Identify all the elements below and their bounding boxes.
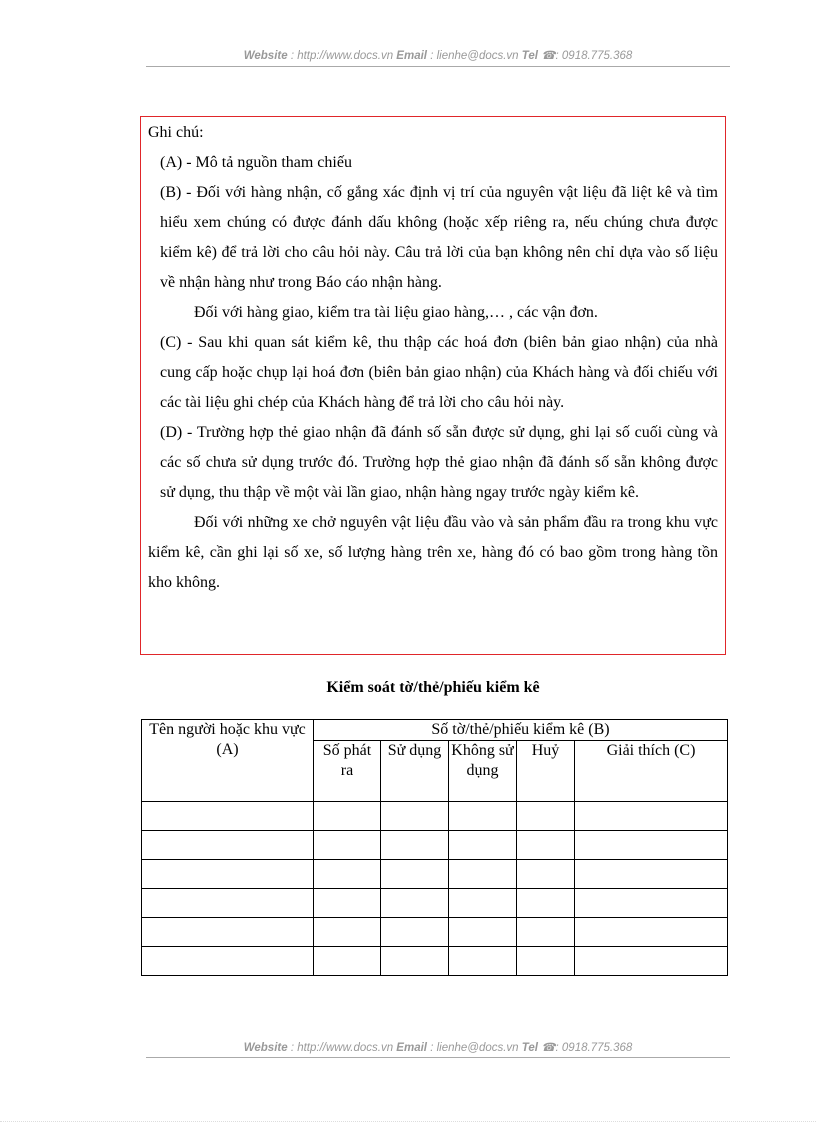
col-header-used: Sử dụng xyxy=(381,741,449,802)
table-cell[interactable] xyxy=(381,947,449,976)
table-cell[interactable] xyxy=(575,947,728,976)
table-cell[interactable] xyxy=(449,918,517,947)
table-cell[interactable] xyxy=(381,831,449,860)
footer-email-value[interactable]: : lienhe@docs.vn xyxy=(430,1042,519,1054)
col-header-unused: Không sử dụng xyxy=(449,741,517,802)
table-cell[interactable] xyxy=(517,802,575,831)
table-header-row xyxy=(142,720,728,741)
table-cell[interactable] xyxy=(449,889,517,918)
table-cell[interactable] xyxy=(314,947,381,976)
table-cell[interactable] xyxy=(381,860,449,889)
table-cell[interactable] xyxy=(575,802,728,831)
table-row xyxy=(142,802,728,831)
note-d-vehicles: Đối với những xe chở nguyên vật liệu đầu vào và sản phẩm đầu ra trong khu vực kiểm kê, cần ghi lại số xe, số lượng hàng trên xe, hàng đó có bao gồm trong hàng tồn kho không. xyxy=(148,514,718,591)
table-cell[interactable] xyxy=(449,802,517,831)
header-tel-label: Tel xyxy=(521,50,538,62)
note-b-delivery: Đối với hàng giao, kiểm tra tài liệu giao hàng,… , các vận đơn. xyxy=(194,304,598,321)
col-group-header: Số tờ/thẻ/phiếu kiểm kê (B) xyxy=(314,720,728,741)
footer-website-value[interactable]: : http://www.docs.vn xyxy=(290,1042,394,1054)
col-header-cancel: Huỷ xyxy=(517,741,575,802)
table-row xyxy=(142,889,728,918)
header-website-value[interactable]: : http://www.docs.vn xyxy=(290,50,394,62)
table-cell[interactable] xyxy=(575,889,728,918)
page-bottom-divider xyxy=(0,1121,816,1122)
table-cell[interactable] xyxy=(517,947,575,976)
header-website-label: Website xyxy=(243,50,288,62)
table-cell[interactable] xyxy=(575,860,728,889)
table-cell[interactable] xyxy=(142,802,314,831)
note-a: (A) - Mô tả nguồn tham chiếu xyxy=(160,154,352,171)
footer-email-label: Email xyxy=(396,1042,427,1054)
phone-icon: ☎ xyxy=(541,1042,556,1054)
table-title: Kiểm soát tờ/thẻ/phiếu kiểm kê xyxy=(326,679,540,696)
header-email-value[interactable]: : lienhe@docs.vn xyxy=(430,50,519,62)
notes-title: Ghi chú: xyxy=(148,124,204,141)
table-row xyxy=(142,860,728,889)
col-header-name: Tên người hoặc khu vực (A) xyxy=(142,720,314,802)
note-b: (B) - Đối với hàng nhận, cố gắng xác định vị trí của nguyên vật liệu đã liệt kê và tìm hiểu xem chúng có được đánh dấu không (hoặc xếp riêng ra, nếu chúng chưa được kiểm kê) để trả lời cho câu hỏi này. Câu trả lời của bạn không nên chỉ dựa vào số liệu về nhận hàng như trong Báo cáo nhận hàng. xyxy=(160,184,718,291)
header-tel-value: : 0918.775.368 xyxy=(555,50,633,62)
col-header-issued: Số phát ra xyxy=(314,741,381,802)
table-cell[interactable] xyxy=(314,860,381,889)
header-rule xyxy=(146,66,730,67)
table-cell[interactable] xyxy=(142,918,314,947)
note-d: (D) - Trường hợp thẻ giao nhận đã đánh số sẵn được sử dụng, ghi lại số cuối cùng và các số chưa sử dụng trước đó. Trường hợp thẻ giao nhận đã đánh số sẵn không được sử dụng, thu thập về một vài lần giao, nhận hàng ngay trước ngày kiểm kê. xyxy=(160,424,718,501)
table-cell[interactable] xyxy=(517,918,575,947)
footer-tel-label: Tel xyxy=(521,1042,538,1054)
table-row xyxy=(142,831,728,860)
table-cell[interactable] xyxy=(142,947,314,976)
header-email-label: Email xyxy=(396,50,427,62)
page-footer xyxy=(146,1040,730,1054)
table-cell[interactable] xyxy=(314,918,381,947)
table-cell[interactable] xyxy=(517,889,575,918)
table-cell[interactable] xyxy=(314,889,381,918)
table-cell[interactable] xyxy=(381,889,449,918)
table-cell[interactable] xyxy=(449,947,517,976)
inventory-tag-control-table xyxy=(141,719,728,976)
table-cell[interactable] xyxy=(517,860,575,889)
notes-box xyxy=(140,116,726,655)
footer-rule xyxy=(146,1057,730,1058)
table-cell[interactable] xyxy=(517,831,575,860)
note-c: (C) - Sau khi quan sát kiểm kê, thu thập các hoá đơn (biên bản giao nhận) của nhà cung cấp hoặc chụp lại hoá đơn (biên bản giao nhận) của Khách hàng và đối chiếu với các tài liệu ghi chép của Khách hàng để trả lời cho câu hỏi này. xyxy=(160,334,718,411)
col-header-explain: Giải thích (C) xyxy=(575,741,728,802)
table-cell[interactable] xyxy=(381,918,449,947)
table-cell[interactable] xyxy=(575,831,728,860)
phone-icon: ☎ xyxy=(541,50,556,62)
table-cell[interactable] xyxy=(142,831,314,860)
table-cell[interactable] xyxy=(314,831,381,860)
table-cell[interactable] xyxy=(449,831,517,860)
table-cell[interactable] xyxy=(314,802,381,831)
table-row xyxy=(142,918,728,947)
table-cell[interactable] xyxy=(575,918,728,947)
table-cell[interactable] xyxy=(142,860,314,889)
footer-website-label: Website xyxy=(243,1042,288,1054)
page-header xyxy=(146,48,730,62)
table-row xyxy=(142,947,728,976)
table-cell[interactable] xyxy=(142,889,314,918)
table-cell[interactable] xyxy=(449,860,517,889)
table-cell[interactable] xyxy=(381,802,449,831)
footer-tel-value: : 0918.775.368 xyxy=(555,1042,633,1054)
